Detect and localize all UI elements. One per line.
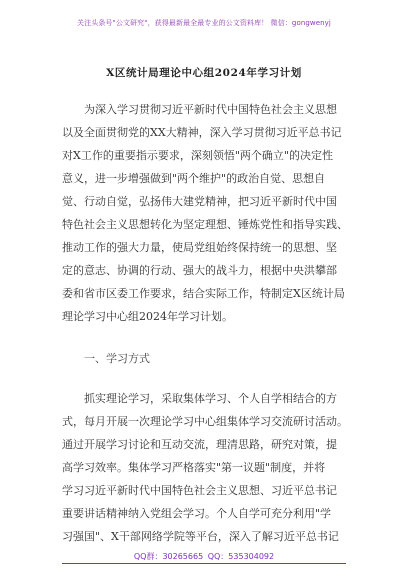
paragraph-line: 为深入学习贯彻习近平新时代中国特色社会主义思想 [84,103,337,116]
header-banner: 关注头条号"公文研究"，获得最新最全最专业的公文资料库！ 微信：gongwenyj [77,19,331,27]
footer-divider [62,563,346,564]
paragraph-line: 委和省市区委工作要求，结合实际工作，特制定X区统计局 [62,287,345,300]
paragraph-line: 觉、行动自觉，弘扬伟大建党精神，把习近平新时代中国 [62,195,337,208]
paragraph-line: 通过开展学习讨论和互动交流，理清思路，研究对策，提 [62,438,337,451]
paragraph-line: 学习习近平新时代中国特色社会主义思想、习近平总书记 [62,484,337,497]
paragraph-line: 以及全面贯彻党的XX大精神，深入学习贯彻习近平总书记 [62,126,342,139]
paragraph-line: 意义，进一步增强做到"两个维护"的政治自觉、思想自 [62,172,326,185]
paragraph-line: 式，每月开展一次理论学习中心组集体学习交流研讨活动。 [62,415,348,428]
paragraph-line: 抓实理论学习，采取集体学习、个人自学相结合的方 [84,392,337,405]
paragraph-line: 理论学习中心组2024年学习计划。 [62,310,233,323]
paragraph-line: 重要讲话精神纳入党组会学习。个人自学可充分利用"学 [62,507,332,520]
paragraph-line: 推动工作的强大力量，使局党组始终保持统一的思想、坚 [62,241,337,254]
section-heading: 一、学习方式 [84,352,150,365]
paragraph-line: 习强国"、X干部网络学院等平台，深入了解习近平总书记 [62,530,339,543]
footer-contact: QQ群：30265665 QQ：535304092 [133,552,275,561]
paragraph-line: 高学习效率。集体学习严格落实"第一议题"制度，并将 [62,461,326,474]
paragraph-line: 对X工作的重要指示要求，深刻领悟"两个确立"的决定性 [62,149,333,162]
document-title: X区统计局理论中心组2024年学习计划 [106,67,302,79]
paragraph-line: 特色社会主义思想转化为坚定理想、锤炼党性和指导实践、 [62,218,348,231]
paragraph-line: 定的意志、协调的行动、强大的战斗力，根据中央洪攀部 [62,264,337,277]
